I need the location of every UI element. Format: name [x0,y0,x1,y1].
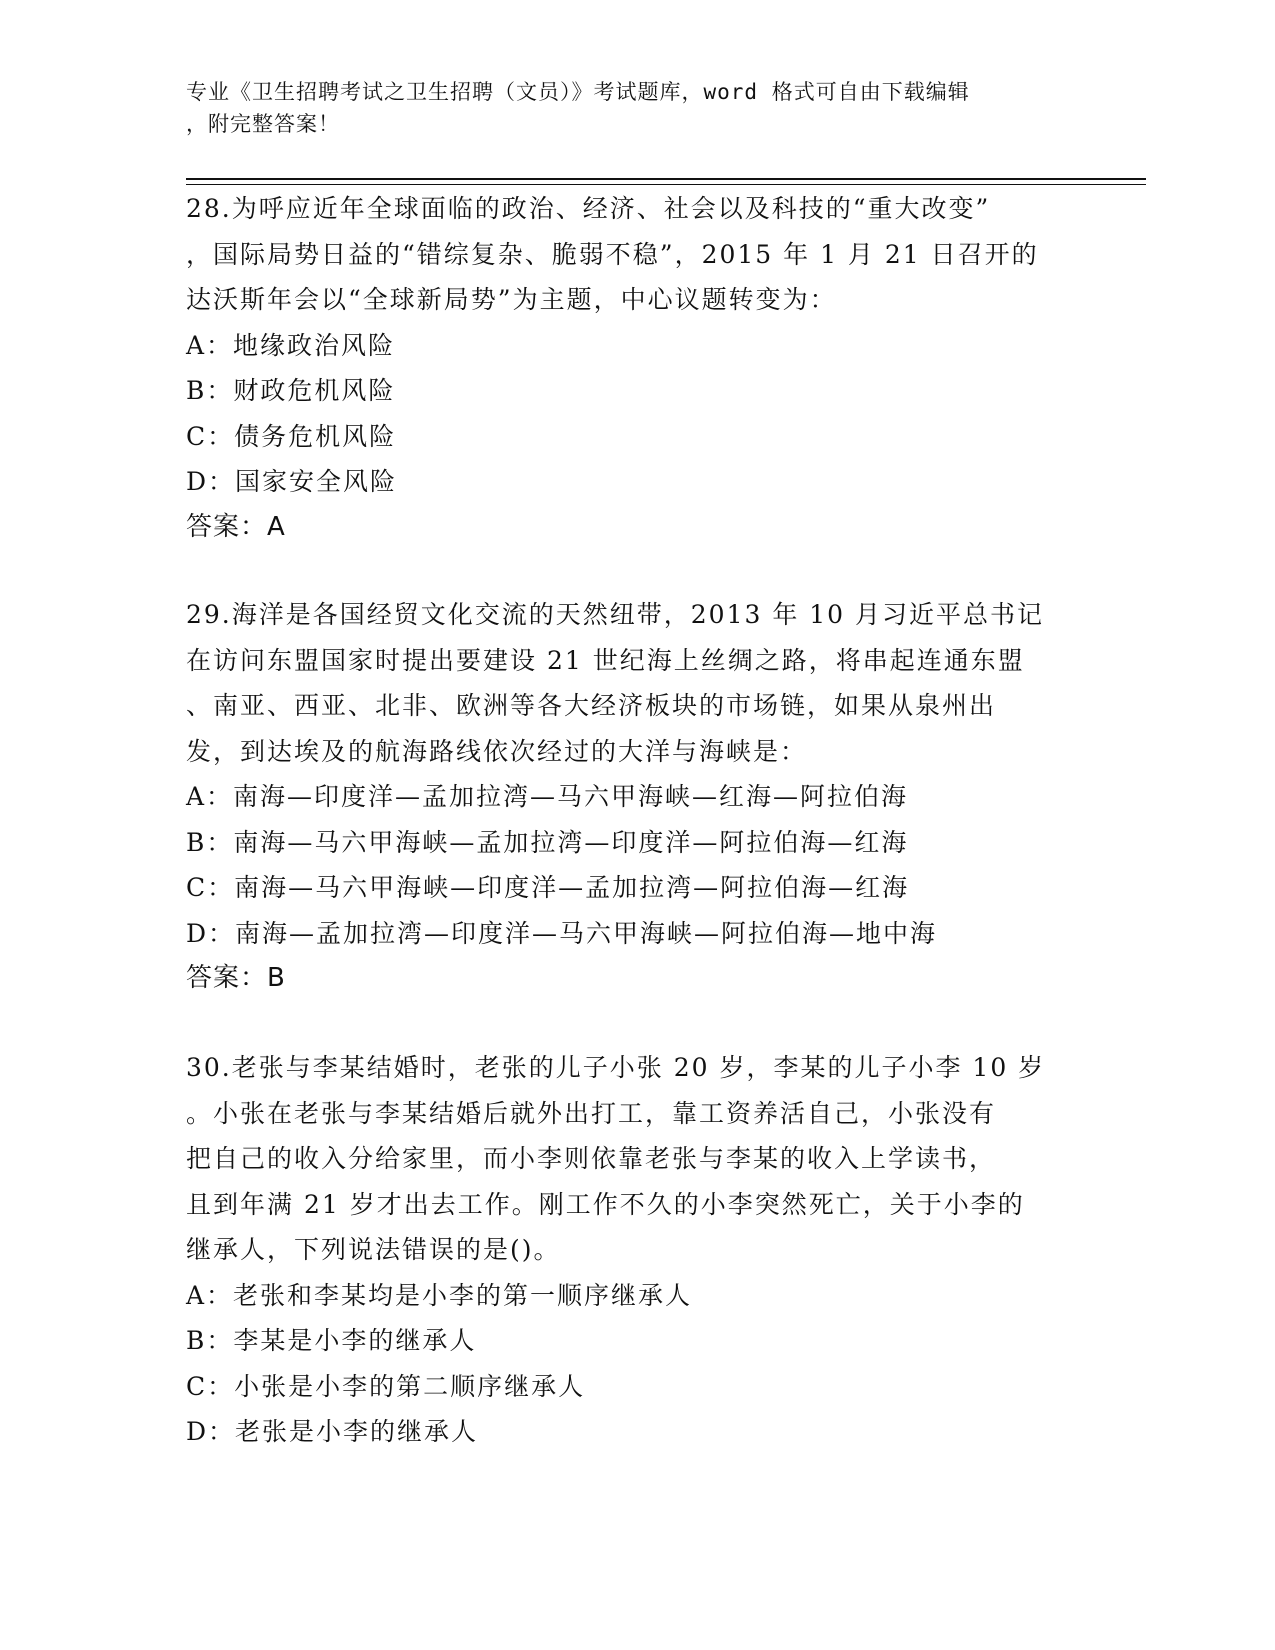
question-stem-line: 且到年满 21 岁才出去工作。刚工作不久的小李突然死亡，关于小李的 [186,1189,1025,1219]
question-stem-line: 29.海洋是各国经贸文化交流的天然纽带，2013 年 10 月习近平总书记 [186,600,1045,629]
option-b: B：财政危机风险 [186,376,396,405]
option-b: B：南海—马六甲海峡—孟加拉湾—印度洋—阿拉伯海—红海 [186,827,909,857]
option-a: A：南海—印度洋—孟加拉湾—马六甲海峡—红海—阿拉伯海 [186,782,909,811]
option-d: D：南海—孟加拉湾—印度洋—马六甲海峡—阿拉伯海—地中海 [186,918,938,948]
question-stem-line: ，国际局势日益的“错综复杂、脆弱不稳”，2015 年 1 月 21 日召开的 [186,239,1039,269]
question-stem-line: 、南亚、西亚、北非、欧洲等各大经济板块的市场链，如果从泉州出 [186,691,997,720]
header-divider-thin [186,184,1146,185]
question-28 [186,186,1076,550]
answer-label: 答案：A [186,511,286,542]
question-29 [186,592,1076,1002]
option-a: A：地缘政治风险 [186,330,396,360]
question-stem-line: 28.为呼应近年全球面临的政治、经济、社会以及科技的“重大改变” [186,194,991,223]
option-c: C：债务危机风险 [186,421,397,451]
option-a: A：老张和李某均是小李的第一顺序继承人 [186,1280,693,1310]
answer-label: 答案：B [186,963,286,993]
option-d: D：国家安全风险 [186,467,398,496]
option-d: D：老张是小李的继承人 [186,1417,479,1446]
header-line-1: 专业《卫生招聘考试之卫生招聘（文员）》考试题库，word 格式可自由下载编辑 [186,80,970,104]
question-stem-line: 在访问东盟国家时提出要建设 21 世纪海上丝绸之路，将串起连通东盟 [186,645,1025,675]
header-divider-thick [186,178,1146,180]
question-stem-line: 发，到达埃及的航海路线依次经过的大洋与海峡是： [186,736,808,766]
option-c: C：小张是小李的第二顺序继承人 [186,1371,586,1401]
question-stem-line: 达沃斯年会以“全球新局势”为主题，中心议题转变为： [186,285,837,314]
question-stem-line: 继承人，下列说法错误的是()。 [186,1235,561,1264]
question-stem-line: 把自己的收入分给家里，而小李则依靠老张与李某的收入上学读书， [186,1144,997,1173]
header-line-2: ，附完整答案！ [186,112,340,136]
document-header [186,76,1066,140]
question-stem-line: 30.老张与李某结婚时，老张的儿子小张 20 岁，李某的儿子小李 10 岁 [186,1053,1046,1082]
option-b: B：李某是小李的继承人 [186,1326,477,1355]
option-c: C：南海—马六甲海峡—印度洋—孟加拉湾—阿拉伯海—红海 [186,873,910,902]
question-stem-line: 。小张在老张与李某结婚后就外出打工，靠工资养活自己，小张没有 [186,1098,997,1128]
question-30 [186,1045,1076,1455]
